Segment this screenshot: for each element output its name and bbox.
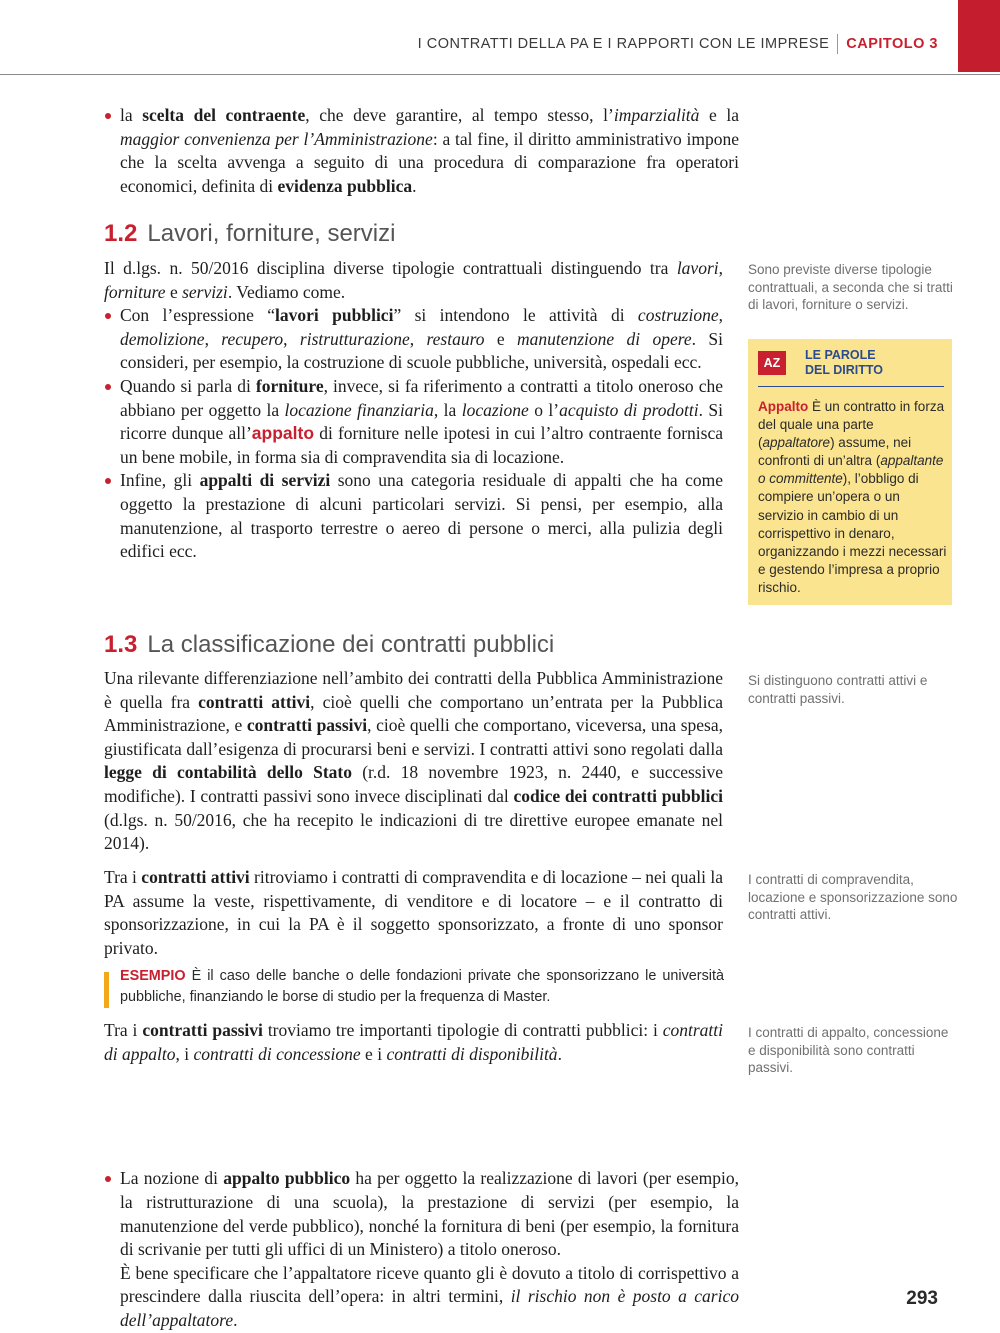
- text-run: ” si intendono le attività di: [393, 305, 638, 326]
- paragraph-contratti-attivi: [104, 866, 723, 960]
- text-run: ,: [718, 258, 723, 278]
- example-label: ESEMPIO: [120, 968, 186, 984]
- text-run: . Vediamo come.: [227, 281, 346, 302]
- bold-term: contratti attivi: [198, 691, 311, 712]
- section-number: 1.2: [104, 220, 138, 247]
- text-run: . Si consideri, per esempio, la costruzione di scuole pubbliche, università, ospedali ecc.: [120, 328, 723, 373]
- bold-term: evidenza pubblica: [277, 175, 413, 196]
- bold-term: contratti passivi: [246, 715, 368, 736]
- text-run: ,: [204, 328, 222, 349]
- italic-term: ristrutturazione: [299, 328, 410, 349]
- glossary-title-line: DEL DIRITTO: [805, 363, 884, 377]
- intro-paragraph: [104, 257, 723, 304]
- text-run: Tra i: [104, 867, 142, 887]
- bullet-lavori: [104, 304, 723, 375]
- text-run: di forniture nelle ipotesi in cui l’altro contraente fornisca un bene mobile, in forma sia di compravendita sia di locazione.: [120, 423, 723, 467]
- italic-term: contratti di concessione: [193, 1043, 361, 1064]
- text-run: , la: [433, 399, 462, 420]
- text-run: Una rilevante differenziazione nell’ambito dei contratti della Pubblica Amministrazione è quella fra: [104, 668, 723, 712]
- text-run: ) assume, nei confronti di un’altra (: [758, 435, 912, 469]
- italic-term: maggior convenienza per l’Amministrazione: [120, 128, 433, 149]
- glossary-title: [805, 348, 883, 378]
- italic-term: contratti di disponibilità: [386, 1043, 558, 1064]
- text-run: troviamo tre importanti tipologie di contratti pubblici: i: [262, 1020, 663, 1040]
- text-run: ,: [718, 305, 723, 326]
- text-run: e i: [360, 1043, 387, 1064]
- glossary-link-appalto[interactable]: appalto: [251, 423, 315, 444]
- bold-term: codice dei contratti pubblici: [513, 785, 724, 806]
- running-title: I CONTRATTI DELLA PA E I RAPPORTI CON LE IMPRESE: [417, 35, 830, 52]
- text-run: ,: [283, 328, 300, 349]
- text-run: .: [557, 1043, 562, 1064]
- text-run: Infine, gli: [120, 470, 200, 491]
- text-run: Quando si parla di: [120, 375, 256, 396]
- paragraph-attivi-passivi: [104, 667, 723, 856]
- italic-term: imparzialità: [613, 105, 700, 125]
- text-run: , che deve garantire, al tempo stesso, l’: [305, 105, 614, 125]
- az-badge-icon: AZ: [758, 351, 786, 375]
- italic-term: demolizione: [120, 328, 205, 349]
- page-number: 293: [906, 1288, 938, 1309]
- italic-term: manutenzione di opere: [516, 328, 692, 349]
- example-text: [120, 966, 724, 1008]
- chapter-label: CAPITOLO 3: [846, 35, 938, 52]
- bullet-appalto-second-para: [120, 1262, 739, 1333]
- bullet-servizi: [104, 469, 723, 563]
- text-run: ), l’obbligo di compiere un’opera o un servizio in cambio di un corrispettivo in denaro, organizzando i mezzi necessari e gestendo l’impresa a proprio rischio.: [758, 471, 947, 595]
- header-rule: [0, 74, 1000, 75]
- text-run: : a tal fine, il diritto amministrativo impone che la scelta avvenga a seguito di una procedura di comparazione fra operatori economici, definita di: [120, 128, 739, 196]
- chapter-tab: [958, 0, 1000, 72]
- italic-term: locazione finanziaria: [284, 399, 434, 420]
- section-heading-1-2: [104, 220, 395, 248]
- text-run: e: [165, 281, 183, 302]
- section-number: 1.3: [104, 631, 138, 658]
- bold-term: legge di contabilità dello Stato: [104, 762, 352, 783]
- italic-term: appaltatore: [762, 435, 831, 451]
- italic-term: servizi: [182, 281, 228, 302]
- text-run: la: [120, 105, 143, 125]
- margin-note-contratti-passivi: I contratti di appalto, concessione e disponibilità sono contratti passivi.: [748, 1025, 949, 1076]
- bold-term: contratti attivi: [141, 867, 250, 887]
- italic-term: costruzione: [637, 305, 719, 326]
- bold-term: forniture: [255, 375, 324, 396]
- text-run: ritroviamo i contratti di compravendita e di locazione – nei quali la PA assume la veste, rispettivamente, di venditore e di locatore – e il contratto di sponsorizzazione, in cui la PA è il soggetto sponsorizzato, a fronte di uno sponsor privato.: [104, 867, 723, 958]
- margin-note-contratti-attivi: I contratti di compravendita, locazione e sponsorizzazione sono contratti attivi.: [748, 872, 958, 923]
- section-heading-1-3: [104, 631, 554, 659]
- text-run: È bene specificare che l’appaltatore riceve quanto gli è dovuto a titolo di corrispettivo a prescindere dalla riuscita dell’opera: in altri termini,: [120, 1262, 739, 1307]
- text-run: . Si ricorre dunque all’: [120, 399, 723, 444]
- italic-term: locazione: [461, 399, 529, 420]
- glossary-rule: [758, 386, 944, 387]
- bold-term: lavori pubblici: [275, 305, 394, 326]
- glossary-title-line: LE PAROLE: [805, 348, 876, 362]
- text-run: o l’: [528, 399, 560, 420]
- margin-note-attivi-passivi: Si distinguono contratti attivi e contratti passivi.: [748, 673, 928, 706]
- italic-term: il rischio non è posto a carico dell’appaltatore: [120, 1286, 740, 1330]
- text-run: Tra i: [104, 1020, 143, 1040]
- glossary-box: [748, 339, 952, 605]
- text-run: La nozione di: [120, 1168, 224, 1189]
- italic-term: lavori: [676, 258, 719, 278]
- section-title: La classificazione dei contratti pubblici: [147, 631, 555, 658]
- text-run: È un contratto in forza del quale una parte (: [758, 399, 945, 451]
- bullet-appalto-pubblico: [104, 1167, 739, 1332]
- text-run: , invece, si fa riferimento a contratti a titolo oneroso che abbiano per oggetto la: [120, 375, 723, 420]
- text-run: Il d.lgs. n. 50/2016 disciplina diverse tipologie contrattuali distinguendo tra: [104, 258, 677, 278]
- paragraph-contratti-passivi: [104, 1019, 723, 1066]
- intro-bullet: [104, 104, 739, 198]
- text-run: e la: [699, 105, 739, 125]
- italic-term: acquisto di prodotti: [559, 399, 699, 420]
- example-bar: [104, 972, 109, 1008]
- italic-term: appaltante o committente: [758, 453, 944, 487]
- running-header: [418, 34, 938, 54]
- italic-term: forniture: [104, 281, 166, 302]
- bold-term: appalto pubblico: [223, 1168, 351, 1189]
- bold-term: contratti passivi: [142, 1020, 263, 1040]
- bullet-appalto-first-para: [120, 1167, 739, 1261]
- italic-term: contratti di appalto: [104, 1020, 723, 1064]
- example-box: [104, 966, 724, 1010]
- margin-note-tipologie: Sono previste diverse tipologie contrattuali, a seconda che si tratti di lavori, forniture o servizi.: [748, 262, 953, 313]
- text-run: ,: [409, 328, 427, 349]
- section-1-2-body: [104, 257, 723, 564]
- text-run: sono una categoria residuale di appalti che ha come oggetto la prestazione di alcuni particolari servizi. Si pensi, per esempio, alla manutenzione, al trasporto terrestre o aereo di persone o merci, alla pulizia degli edifici ecc.: [120, 470, 723, 562]
- italic-term: restauro: [426, 328, 485, 349]
- text-run: , cioè quelli che comportano un’entrata per la Pubblica Amministrazione, e: [104, 691, 723, 736]
- text-run: .: [412, 175, 417, 196]
- glossary-definition: [758, 398, 948, 597]
- bold-term: appalti di servizi: [199, 470, 331, 491]
- text-run: È il caso delle banche o delle fondazioni private che sponsorizzano le università pubbliche, finanziando le borse di studio per la frequenza di Master.: [120, 968, 724, 1005]
- text-run: (r.d. 18 novembre 1923, n. 2440, e successive modifiche). I contratti passivi sono invece disciplinati dal: [104, 762, 724, 806]
- section-title: Lavori, forniture, servizi: [147, 220, 396, 247]
- bold-term: scelta del contraente: [142, 105, 306, 125]
- text-run: , cioè quelli che comportano, viceversa, una spesa, giustificata dall’esigenza di procurarsi beni e servizi. I contratti attivi sono regolati dalla: [104, 715, 723, 759]
- bullet-forniture: [104, 375, 723, 469]
- header-separator: [837, 34, 838, 54]
- glossary-term: Appalto: [758, 399, 809, 414]
- text-run: .: [233, 1309, 238, 1330]
- text-run: , i: [175, 1043, 194, 1064]
- text-run: Con l’espressione “: [120, 305, 276, 326]
- italic-term: recupero: [221, 328, 284, 349]
- text-run: (d.lgs. n. 50/2016, che ha recepito le indicazioni di tre direttive europee emanate nel 2014).: [104, 809, 723, 854]
- text-run: e: [484, 328, 517, 349]
- text-run: ha per oggetto la realizzazione di lavori (per esempio, la ristrutturazione di una scuola), la prestazione di servizi (per esempio, la manutenzione del verde pubblico), nonché la fornitura di beni (per esempio, la fornitura di scrivanie per tutti gli uffici di un Ministero) a titolo oneroso.: [120, 1168, 739, 1260]
